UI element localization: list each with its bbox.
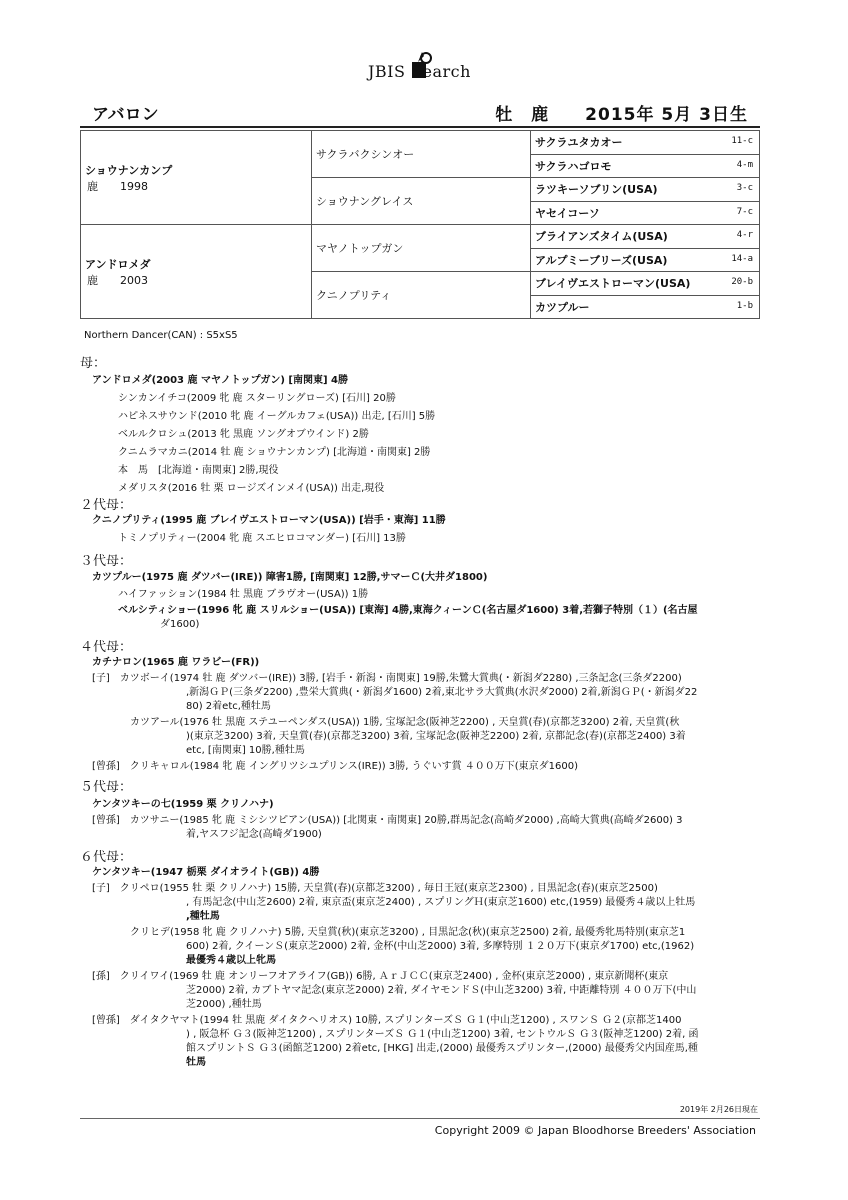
- g3-name: サクラユタカオー: [535, 136, 623, 150]
- family-number: 1-b: [736, 300, 753, 311]
- family-line: メダリスタ(2016 牡 栗 ロージズインメイ(USA)) 出走,現役: [118, 483, 385, 494]
- family-number: 4-r: [736, 230, 753, 240]
- family-line: アンドロメダ(2003 鹿 マヤノトップガン) [南関東] 4勝: [92, 375, 348, 386]
- dam-name: アンドロメダ: [85, 257, 151, 271]
- sire-info: 鹿 1998: [87, 179, 148, 193]
- pedigree-g2-cell: マヤノトップガン: [312, 225, 531, 272]
- footer-rule: [80, 1118, 760, 1119]
- title-rule: [80, 126, 760, 128]
- family-line: 最優秀４歳以上牝馬: [186, 955, 276, 966]
- family-line: ) , 阪急杯 Ｇ３(阪神芝1200) , スプリンターズＳ Ｇ１(中山芝1200) 3着, セントウルＳ Ｇ３(阪神芝1200) 2着, 函: [186, 1029, 699, 1040]
- family-line: カチナロン(1965 鹿 ワラビー(FR)): [92, 657, 260, 668]
- section-heading: ６代母：: [80, 850, 133, 865]
- g3-name: ラツキーソブリン(USA): [535, 183, 658, 197]
- pedigree-table: [80, 130, 760, 319]
- family-number: 14-a: [731, 253, 753, 264]
- family-number: 20-b: [731, 277, 753, 287]
- family-line: 着,ヤスフジ記念(高崎ダ1900): [186, 829, 322, 840]
- family-line: [子] クリペロ(1955 牡 栗 クリノハナ) 15勝, 天皇賞(春)(京都芝3200) , 毎日王冠(東京芝2300) , 目黒記念(春)(東京芝2500): [92, 883, 658, 894]
- family-line: [曾孫] カツサニー(1985 牝 鹿 ミシシツピアン(USA)) [北関東・南関東] 20勝,群馬記念(高崎ダ2000) ,高崎大賞典(高崎ダ2600) 3: [92, 815, 683, 826]
- family-line: , 有馬記念(中山芝2600) 2着, 東京盃(東京芝2400) , スプリングＨ(東京芝1600) etc,(1959) 最優秀４歳以上牡馬: [186, 897, 696, 908]
- pedigree-g2-cell: サクラバクシンオー: [312, 131, 531, 178]
- family-line: 館スプリントＳ Ｇ３(函館芝1200) 2着etc, [HKG] 出走,(2000) 最優秀スプリンター,(2000) 最優秀父内国産馬,種: [186, 1043, 698, 1054]
- family-line: [孫] クリイワイ(1969 牡 鹿 オンリーフオアライフ(GB)) 6勝, ＡｒＪＣＣ(東京芝2400) , 金杯(東京芝2000) , 東京新聞杯(東京: [92, 971, 669, 982]
- g3-name: アルプミーブリーズ(USA): [535, 253, 668, 267]
- family-line: シンカンイチコ(2009 牝 鹿 スターリングローズ) [石川] 20勝: [118, 393, 396, 404]
- g3-name: カツプルー: [535, 300, 590, 314]
- family-line: 600) 2着, クイーンＳ(東京芝2000) 2着, 金杯(中山芝2000) 3着, 多摩特別 １２０万下(東京ダ1700) etc,(1962): [186, 941, 695, 952]
- g3-name: ブライアンズタイム(USA): [535, 230, 668, 244]
- section-heading: 母：: [80, 356, 107, 371]
- family-line: ハイファッション(1984 牡 黒鹿 ブラヴオー(USA)) 1勝: [118, 589, 369, 600]
- section-heading: ４代母：: [80, 640, 133, 655]
- family-line: 芝2000) 2着, カブトヤマ記念(東京芝2000) 2着, ダイヤモンドＳ(中山芝3200) 3着, 中距離特別 ４００万下(中山: [186, 985, 697, 996]
- pedigree-g3-cell: [531, 178, 760, 202]
- jbis-logo: [368, 40, 488, 80]
- section-heading: ５代母：: [80, 780, 133, 795]
- family-line: クリヒデ(1958 牝 鹿 クリノハナ) 5勝, 天皇賞(秋)(東京芝3200) , 目黒記念(秋)(東京芝2500) 2着, 最優秀牝馬特別(東京芝1: [130, 927, 686, 938]
- section-heading: ３代母：: [80, 554, 133, 569]
- title-row: [88, 100, 758, 124]
- family-line: 80) 2着etc,種牡馬: [186, 701, 271, 712]
- family-line: クニノプリティ(1995 鹿 ブレイヴエストローマン(USA)) [岩手・東海] 11勝: [92, 515, 446, 526]
- pedigree-g3-cell: [531, 154, 760, 178]
- family-line: 牡馬: [186, 1057, 206, 1068]
- sire-name: ショウナンカンプ: [85, 163, 173, 177]
- g3-name: サクラハゴロモ: [535, 159, 612, 173]
- pedigree-g2-cell: ショウナングレイス: [312, 178, 531, 225]
- g3-name: ブレイヴエストローマン(USA): [535, 277, 691, 291]
- g3-name: ヤセイコーソ: [535, 206, 600, 220]
- family-line: ケンタツキー(1947 栃栗 ダイオライト(GB)) 4勝: [92, 867, 320, 878]
- horse-info: 牡 鹿 2015年 5月 3日生: [495, 105, 748, 125]
- family-line: トミノプリティー(2004 牝 鹿 スエヒロコマンダー) [石川] 13勝: [118, 533, 406, 544]
- family-line: ベルシティショー(1996 牝 鹿 スリルショー(USA)) [東海] 4勝,東海クィーンＣ(名古屋ダ1600) 3着,若獅子特別（１）(名古屋: [118, 605, 698, 616]
- as-of-date: 2019年 2月26日現在: [679, 1105, 758, 1114]
- family-line: [曾孫] ダイタクヤマト(1994 牡 黒鹿 ダイタクヘリオス) 10勝, スプリンターズＳ Ｇ１(中山芝1200) , スワンＳ Ｇ２(京都芝1400: [92, 1015, 682, 1026]
- pedigree-g3-cell: [531, 225, 760, 249]
- family-line: ダ1600): [160, 619, 200, 630]
- family-number: 11-c: [731, 136, 753, 146]
- family-number: 7-c: [736, 206, 753, 217]
- family-line: [子] カツボーイ(1974 牡 鹿 ダツバー(IRE)) 3勝, [岩手・新潟・南関東] 19勝,朱鷺大賞典(・新潟ダ2280) ,三条記念(三条ダ2200): [92, 673, 682, 684]
- family-line: クニムラマカニ(2014 牡 鹿 ショウナンカンプ) [北海道・南関東] 2勝: [118, 447, 431, 458]
- dam-info: 鹿 2003: [87, 273, 148, 287]
- pedigree-g3-cell: [531, 131, 760, 155]
- family-line: 芝2000) ,種牡馬: [186, 999, 262, 1010]
- family-line: カツプルー(1975 鹿 ダツバー(IRE)) 障害1勝, [南関東] 12勝,サマーＣ(大井ダ1800): [92, 572, 488, 583]
- family-line: )(東京芝3200) 3着, 天皇賞(春)(京都芝3200) 3着, 宝塚記念(阪神芝2200) 2着, 京都記念(春)(京都芝2400) 3着: [186, 731, 686, 742]
- brand-text: JBIS Search: [368, 62, 471, 81]
- family-line: ベルルクロシュ(2013 牝 黒鹿 ソングオブウインド) 2勝: [118, 429, 369, 440]
- family-line: etc, [南関東] 10勝,種牡馬: [186, 745, 305, 756]
- family-line: ,新潟ＧＰ(三条ダ2200) ,豊栄大賞典(・新潟ダ1600) 2着,東北サラ大賞典(水沢ダ2000) 2着,新潟ＧＰ(・新潟ダ22: [186, 687, 698, 698]
- family-line: ケンタツキーの七(1959 栗 クリノハナ): [92, 799, 274, 810]
- pedigree-g3-cell: [531, 201, 760, 225]
- section-heading: ２代母：: [80, 498, 133, 513]
- pedigree-g3-cell: [531, 295, 760, 319]
- pedigree-g3-cell: [531, 248, 760, 272]
- pedigree-g2-cell: クニノプリティ: [312, 272, 531, 319]
- inbreeding-cross: Northern Dancer(CAN) : S5xS5: [84, 330, 238, 341]
- family-number: 4-m: [736, 159, 753, 170]
- family-number: 3-c: [736, 183, 753, 193]
- pedigree-g3-cell: [531, 272, 760, 296]
- family-line: カツアール(1976 牡 黒鹿 ステユーペンダス(USA)) 1勝, 宝塚記念(阪神芝2200) , 天皇賞(春)(京都芝3200) 2着, 天皇賞(秋: [130, 717, 680, 728]
- family-line: ,種牡馬: [186, 911, 220, 922]
- copyright: Copyright 2009 © Japan Bloodhorse Breeders' Association: [434, 1124, 756, 1137]
- family-line: [曾孫] クリキャロル(1984 牝 鹿 イングリツシユプリンス(IRE)) 3勝, うぐいす賞 ４００万下(東京ダ1600): [92, 761, 579, 772]
- family-line: ハピネスサウンド(2010 牝 鹿 イーグルカフェ(USA)) 出走, [石川] 5勝: [118, 411, 436, 422]
- dam-cell: [81, 225, 312, 319]
- family-line: 本 馬 [北海道・南関東] 2勝,現役: [118, 465, 279, 476]
- sire-cell: [81, 131, 312, 225]
- horse-name: アバロン: [92, 105, 159, 125]
